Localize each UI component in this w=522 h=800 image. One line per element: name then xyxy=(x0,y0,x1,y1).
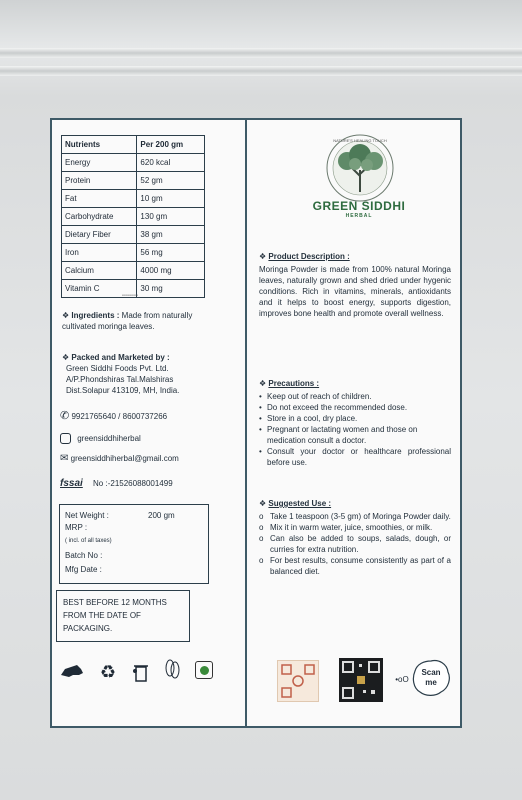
nutrient-value: 620 kcal xyxy=(137,154,205,172)
phone-row xyxy=(60,411,167,422)
table-footnote: ▪▪▪▪▪▪▪▪▪▪▪▪▪▪▪ xyxy=(122,293,138,297)
instagram-text: greensiddhiherbal xyxy=(77,434,141,443)
pouch-seal-top xyxy=(0,48,522,58)
precautions-block xyxy=(259,378,451,468)
net-weight-value: 200 gm xyxy=(148,511,175,520)
diamond-icon: ❖ xyxy=(259,252,269,261)
usage-text: Mix it in warm water, juice, smoothies, or milk. xyxy=(270,523,433,532)
table-row xyxy=(62,190,205,208)
precautions-title: Precautions : xyxy=(268,379,320,388)
table-row xyxy=(62,208,205,226)
nutrient-name: Carbohydrate xyxy=(62,208,137,226)
list-item: • Pregnant or lactating women and those on medication consult a doctor. xyxy=(259,424,451,446)
brand-name: GREEN SIDDHI xyxy=(312,199,406,213)
scan-me-bubble xyxy=(411,658,451,698)
mfg-label: Mfg Date : xyxy=(65,565,102,574)
brand-sub: HERBAL xyxy=(345,213,373,219)
usage-title: Suggested Use : xyxy=(268,499,332,508)
list-item: • Keep out of reach of children. xyxy=(259,392,372,401)
marketed-line: Green Siddhi Foods Pvt. Ltd. xyxy=(66,364,169,373)
nutrient-name: Iron xyxy=(62,244,137,262)
precaution-text: Keep out of reach of children. xyxy=(267,392,372,401)
qr-code-colored[interactable] xyxy=(277,660,319,702)
list-item: • Consult your doctor or healthcare professional before use. xyxy=(259,447,451,467)
product-label xyxy=(50,118,462,728)
email-text: greensiddhiherbal@gmail.com xyxy=(70,454,179,463)
marketed-line: A/P.Phondshiras Tal.Malshiras xyxy=(66,375,174,384)
phone-text: 9921765640 / 8600737266 xyxy=(71,412,168,421)
nutrient-value: 52 gm xyxy=(137,172,205,190)
tax-note: ( incl. of all taxes) xyxy=(65,538,112,544)
table-row xyxy=(62,226,205,244)
dispose-bin-icon xyxy=(130,660,152,684)
nutrient-value: 38 gm xyxy=(137,226,205,244)
scan-arrow-icon: •oO xyxy=(395,674,409,684)
nutrient-value: 130 gm xyxy=(137,208,205,226)
diamond-icon: ❖ xyxy=(62,353,72,362)
marketed-label: Packed and Marketed by : xyxy=(71,353,170,362)
precaution-text: Consult your doctor or healthcare professional before use. xyxy=(267,447,451,467)
table-row xyxy=(62,262,205,280)
nutrient-value: 30 mg xyxy=(137,280,205,298)
precaution-text: Store in a cool, dry place. xyxy=(267,414,358,423)
ingredients-label: Ingredients : xyxy=(71,311,120,320)
description-text: Moringa Powder is made from 100% natural Moringa leaves, naturally grown and shed dried under hygenic conditions. Rich in vitamins, minerals, antioxidants and it helps to boost energy, supports digestion, improves bone health and promote overall wellness. xyxy=(259,265,451,318)
brand-tagline: NATURE'S HEALING TOUCH xyxy=(333,138,387,143)
nutrition-header: Per 200 gm xyxy=(137,136,205,154)
nutrient-name: Calcium xyxy=(62,262,137,280)
best-before-box xyxy=(56,590,190,642)
nutrient-value: 10 gm xyxy=(137,190,205,208)
diamond-icon: ❖ xyxy=(62,311,70,320)
list-item: o Take 1 teaspoon (3-5 gm) of Moringa Powder daily. xyxy=(259,512,451,521)
veg-mark-icon xyxy=(194,660,214,680)
nutrition-table xyxy=(61,135,205,298)
nutrient-name: Dietary Fiber xyxy=(62,226,137,244)
description-title: Product Description : xyxy=(268,252,350,261)
plant-fiber-icon xyxy=(160,658,184,684)
description-block xyxy=(259,251,451,319)
nutrient-name: Protein xyxy=(62,172,137,190)
nutrition-header-row xyxy=(62,136,205,154)
email-icon: ✉ xyxy=(60,453,69,464)
nutrition-header: Nutrients xyxy=(62,136,137,154)
nutrient-name: Fat xyxy=(62,190,137,208)
table-row xyxy=(62,172,205,190)
nutrient-name: Vitamin C xyxy=(62,280,137,298)
usage-text: Can also be added to soups, salads, dough, or curries for extra nutrition. xyxy=(270,534,451,554)
nutrient-value: 4000 mg xyxy=(137,262,205,280)
mrp-label: MRP : xyxy=(65,523,88,532)
list-item: • Do not exceed the recommended dose. xyxy=(259,403,408,412)
diamond-icon: ❖ xyxy=(259,499,269,508)
make-in-india-lion-icon xyxy=(58,660,86,682)
table-row xyxy=(62,244,205,262)
precaution-text: Do not exceed the recommended dose. xyxy=(267,403,408,412)
pouch-seal-ridge xyxy=(0,66,522,76)
marketed-line: Dist.Solapur 413109, MH, India. xyxy=(66,386,180,395)
batch-label: Batch No : xyxy=(65,551,103,560)
fssai-logo: fssai xyxy=(60,478,83,489)
list-item: o Mix it in warm water, juice, smoothies, or milk. xyxy=(259,523,433,532)
net-weight-label: Net Weight : xyxy=(65,511,109,520)
diamond-icon: ❖ xyxy=(259,379,269,388)
usage-block xyxy=(259,498,451,577)
phone-icon: ✆ xyxy=(60,410,70,422)
list-item: o For best results, consume consistently as part of a balanced diet. xyxy=(259,556,451,576)
fssai-number: No :-21526088001499 xyxy=(93,479,173,488)
list-item: • Store in a cool, dry place. xyxy=(259,414,358,423)
precaution-text: Pregnant or lactating women and those on medication consult a doctor. xyxy=(267,425,418,445)
list-item: o Can also be added to soups, salads, dough, or curries for extra nutrition. xyxy=(259,534,451,554)
recycle-icon: ♻ xyxy=(99,661,117,682)
fssai-row xyxy=(60,478,173,489)
instagram-icon xyxy=(60,433,71,444)
marketed-block xyxy=(62,352,232,396)
right-column xyxy=(247,120,460,726)
table-row xyxy=(62,154,205,172)
left-column xyxy=(52,120,245,726)
best-before-text: BEST BEFORE 12 MONTHS FROM THE DATE OF PACKAGING. xyxy=(63,598,167,633)
email-row xyxy=(60,453,179,464)
usage-text: Take 1 teaspoon (3-5 gm) of Moringa Powder daily. xyxy=(270,512,451,521)
nutrient-name: Energy xyxy=(62,154,137,172)
usage-text: For best results, consume consistently as part of a balanced diet. xyxy=(270,556,451,576)
tree-logo-icon xyxy=(317,134,403,204)
ingredients-block xyxy=(62,310,202,332)
instagram-row xyxy=(60,433,141,444)
nutrient-value: 56 mg xyxy=(137,244,205,262)
net-weight-box xyxy=(59,504,209,584)
brand-logo xyxy=(317,134,403,204)
ingredients-text: Made from naturally cultivated moringa leaves. xyxy=(62,311,193,331)
qr-code[interactable] xyxy=(339,658,383,702)
scan-me-text: Scan me xyxy=(421,668,441,687)
